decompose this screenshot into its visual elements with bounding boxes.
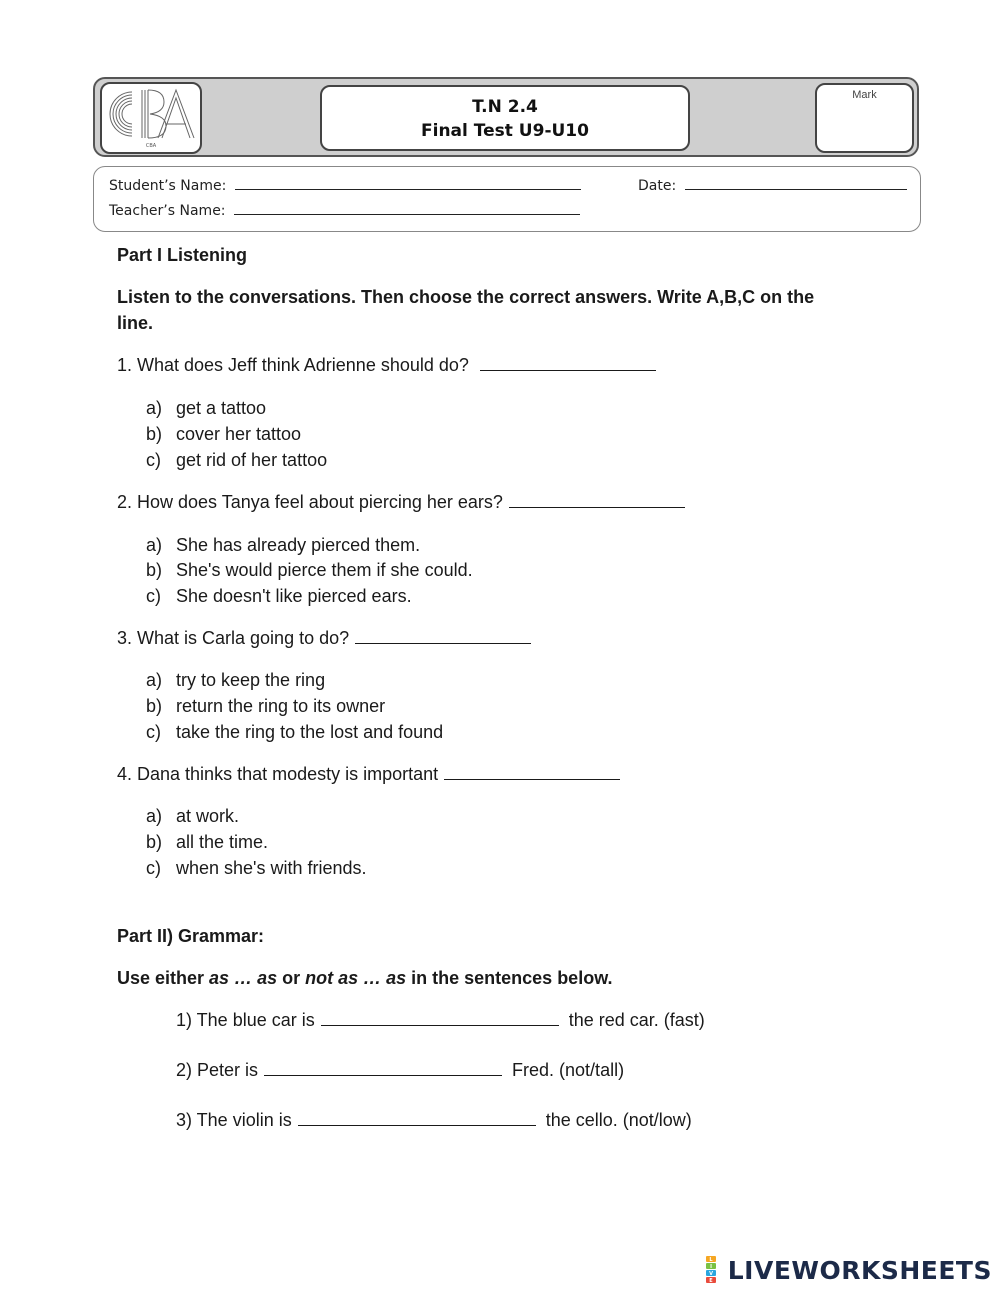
- question-1: [117, 354, 656, 376]
- grammar-sentence-2: [176, 1059, 624, 1081]
- option-text: at work.: [176, 806, 240, 826]
- title-box: [320, 85, 690, 151]
- sentence-start: 3) The violin is: [176, 1110, 292, 1130]
- option-letter: a): [146, 398, 163, 418]
- answer-blank-4[interactable]: [444, 764, 620, 780]
- question-4: [117, 763, 620, 785]
- question-3: [117, 627, 531, 649]
- answer-blank-3[interactable]: [355, 628, 531, 644]
- option-letter: c): [146, 450, 161, 470]
- option-letter: b): [146, 696, 163, 716]
- student-name-label: Student’s Name:: [109, 178, 227, 194]
- part2-heading: Part II) Grammar:: [117, 926, 265, 946]
- instruction-pre: Use either: [117, 968, 210, 988]
- sentence-start: 1) The blue car is: [176, 1010, 315, 1030]
- date-field[interactable]: [685, 177, 907, 190]
- liveworksheets-brand[interactable]: [706, 1252, 992, 1288]
- date-label: Date:: [638, 178, 677, 194]
- question-2: [117, 491, 685, 513]
- sentence-end: Fred. (not/tall): [512, 1060, 625, 1080]
- teacher-name-row: [109, 202, 580, 219]
- option-text: when she's with friends.: [176, 858, 367, 878]
- teacher-name-label: Teacher’s Name:: [109, 203, 226, 219]
- liveworksheets-badge-icon: [706, 1256, 728, 1284]
- option-text: cover her tattoo: [176, 424, 302, 444]
- sentence-start: 2) Peter is: [176, 1060, 259, 1080]
- cba-logo-icon: [102, 84, 200, 152]
- sentence-end: the cello. (not/low): [545, 1110, 692, 1130]
- svg-text:I: I: [709, 1264, 712, 1270]
- school-logo: [100, 82, 202, 154]
- svg-text:CBA: CBA: [145, 143, 157, 149]
- instruction-as-as: as … as: [209, 968, 278, 988]
- grammar-blank-3[interactable]: [298, 1110, 536, 1126]
- svg-text:L: L: [709, 1257, 713, 1263]
- option-text: return the ring to its owner: [176, 696, 386, 716]
- option-letter: a): [146, 535, 163, 555]
- part1-instruction-line2: line.: [117, 313, 154, 333]
- student-name-row: [109, 177, 581, 194]
- liveworksheets-wordmark: LIVEWORKSHEETS: [727, 1255, 992, 1285]
- grammar-blank-2[interactable]: [264, 1060, 502, 1076]
- sentence-end: the red car. (fast): [568, 1010, 705, 1030]
- teacher-name-field[interactable]: [234, 202, 580, 215]
- date-row: [638, 177, 907, 194]
- test-title: Final Test U9-U10: [421, 121, 589, 141]
- option-letter: b): [146, 560, 163, 580]
- option-text: She's would pierce them if she could.: [176, 560, 473, 580]
- student-info-frame: [93, 166, 921, 232]
- option-letter: b): [146, 424, 163, 444]
- grammar-sentence-1: [176, 1009, 705, 1031]
- option-letter: a): [146, 806, 163, 826]
- answer-blank-2[interactable]: [509, 492, 685, 508]
- svg-text:V: V: [708, 1271, 713, 1277]
- part2-instruction: [117, 967, 613, 989]
- part1-heading: Part I Listening: [117, 245, 248, 265]
- option-text: get a tattoo: [176, 398, 267, 418]
- option-text: She doesn't like pierced ears.: [176, 586, 412, 606]
- question-text: 3. What is Carla going to do?: [117, 628, 350, 648]
- option-letter: b): [146, 832, 163, 852]
- instruction-or: or: [277, 968, 306, 988]
- option-letter: c): [146, 722, 161, 742]
- student-name-field[interactable]: [235, 177, 581, 190]
- grammar-sentence-3: [176, 1109, 692, 1131]
- option-text: She has already pierced them.: [176, 535, 421, 555]
- svg-text:E: E: [709, 1278, 713, 1284]
- option-letter: c): [146, 586, 161, 606]
- instruction-not-as-as: not as … as: [305, 968, 407, 988]
- test-code: T.N 2.4: [472, 97, 538, 117]
- part1-instruction-line1: Listen to the conversations. Then choose the correct answers. Write A,B,C on the: [117, 287, 815, 307]
- answer-blank-1[interactable]: [480, 355, 656, 371]
- question-text: 1. What does Jeff think Adrienne should do?: [117, 355, 469, 375]
- option-letter: c): [146, 858, 161, 878]
- option-text: try to keep the ring: [176, 670, 326, 690]
- instruction-post: in the sentences below.: [406, 968, 613, 988]
- option-letter: a): [146, 670, 163, 690]
- option-text: get rid of her tattoo: [176, 450, 328, 470]
- option-text: take the ring to the lost and found: [176, 722, 444, 742]
- mark-label: Mark: [852, 89, 877, 101]
- grammar-blank-1[interactable]: [321, 1010, 559, 1026]
- mark-box[interactable]: [815, 83, 914, 153]
- question-text: 2. How does Tanya feel about piercing her ears?: [117, 492, 503, 512]
- question-text: 4. Dana thinks that modesty is important: [117, 764, 439, 784]
- option-text: all the time.: [176, 832, 269, 852]
